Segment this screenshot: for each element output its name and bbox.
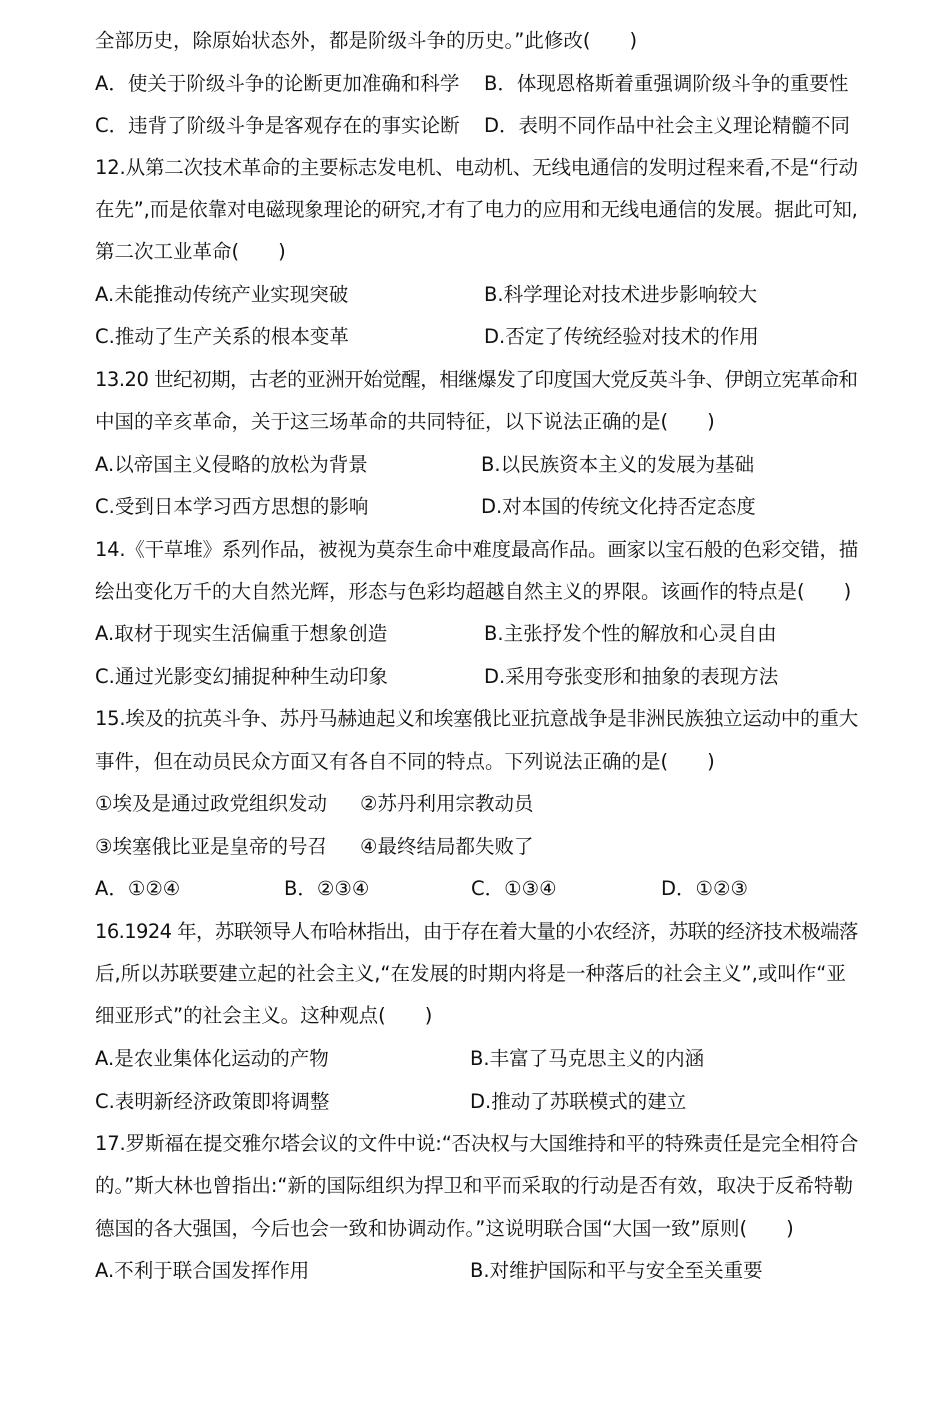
q14-option-d: D.采用夸张变形和抽象的表现方法 (484, 665, 779, 688)
q15-option-b: B．②③④ (284, 877, 370, 900)
q13-option-c: C.受到日本学习西方思想的影响 (95, 495, 369, 518)
q13-option-a: A.以帝国主义侵略的放松为背景 (95, 453, 368, 476)
q14-option-c: C.通过光影变幻捕捉种种生动印象 (95, 665, 388, 688)
q16-stem-line-3: 细亚形式”的社会主义。这种观点( ) (95, 1004, 433, 1027)
q17-option-a: A.不利于联合国发挥作用 (95, 1259, 310, 1282)
q15-option-d: D．①②③ (661, 877, 748, 900)
q11-option-d: D．表明不同作品中社会主义理论精髓不同 (484, 114, 851, 137)
q17-stem-line-2: 的。”斯大林也曾指出:“新的国际组织为捍卫和平而采取的行动是否有效，取决于反希特勒 (95, 1174, 854, 1197)
q17-stem-line-1: 17.罗斯福在提交雅尔塔会议的文件中说:“否决权与大国维持和平的特殊责任是完全相符合 (95, 1132, 859, 1155)
q14-option-a: A.取材于现实生活偏重于想象创造 (95, 622, 388, 645)
q16-option-d: D.推动了苏联模式的建立 (470, 1090, 687, 1113)
q16-stem-line-2: 后,所以苏联要建立起的社会主义,“在发展的时期内将是一种落后的社会主义”,或叫作“亚 (95, 962, 846, 985)
q15-statement-4: ④最终结局都失败了 (360, 835, 534, 858)
q11-option-b: B．体现恩格斯着重强调阶级斗争的重要性 (484, 72, 849, 95)
q12-stem-line-3: 第二次工业革命( ) (95, 240, 286, 263)
q13-option-d: D.对本国的传统文化持否定态度 (481, 495, 756, 518)
q17-stem-line-3: 德国的各大强国，今后也会一致和协调动作。”这说明联合国“大国一致”原则( ) (95, 1217, 794, 1240)
q14-stem-line-1: 14.《干草堆》系列作品，被视为莫奈生命中难度最高作品。画家以宝石般的色彩交错，描 (95, 538, 859, 561)
q13-stem-line-2: 中国的辛亥革命，关于这三场革命的共同特征，以下说法正确的是( ) (95, 410, 715, 433)
q12-option-b: B.科学理论对技术进步影响较大 (484, 283, 758, 306)
q12-option-d: D.否定了传统经验对技术的作用 (484, 325, 759, 348)
q17-option-b: B.对维护国际和平与安全至关重要 (470, 1259, 763, 1282)
q12-stem-line-2: 在先”,而是依靠对电磁现象理论的研究,才有了电力的应用和无线电通信的发展。据此可知, (95, 198, 858, 221)
q16-option-b: B.丰富了马克思主义的内涵 (470, 1047, 705, 1070)
q15-stem-line-1: 15.埃及的抗英斗争、苏丹马赫迪起义和埃塞俄比亚抗意战争是非洲民族独立运动中的重大 (95, 707, 859, 730)
q14-option-b: B.主张抒发个性的解放和心灵自由 (484, 622, 777, 645)
q11-option-c: C．违背了阶级斗争是客观存在的事实论断 (95, 114, 460, 137)
q11-option-a: A．使关于阶级斗争的论断更加准确和科学 (95, 72, 460, 95)
q15-statement-3: ③埃塞俄比亚是皇帝的号召 (95, 835, 327, 858)
q15-option-a: A．①②④ (95, 877, 181, 900)
q16-option-a: A.是农业集体化运动的产物 (95, 1047, 329, 1070)
q15-option-c: C．①③④ (471, 877, 557, 900)
q15-statement-1: ①埃及是通过政党组织发动 (95, 792, 327, 815)
q13-option-b: B.以民族资本主义的发展为基础 (481, 453, 755, 476)
q12-option-a: A.未能推动传统产业实现突破 (95, 283, 349, 306)
q16-stem-line-1: 16.1924 年，苏联领导人布哈林指出，由于存在着大量的小农经济，苏联的经济技术极端落 (95, 920, 858, 943)
q12-option-c: C.推动了生产关系的根本变革 (95, 325, 349, 348)
q15-stem-line-2: 事件，但在动员民众方面又有各自不同的特点。下列说法正确的是( ) (95, 750, 715, 773)
q12-stem-line-1: 12.从第二次技术革命的主要标志发电机、电动机、无线电通信的发明过程来看,不是“行动 (95, 156, 858, 179)
q11-stem-tail: 全部历史，除原始状态外，都是阶级斗争的历史。”此修改( ) (95, 29, 638, 52)
q15-statement-2: ②苏丹利用宗教动员 (360, 792, 534, 815)
q14-stem-line-2: 绘出变化万千的大自然光辉，形态与色彩均超越自然主义的界限。该画作的特点是( ) (95, 580, 852, 603)
q16-option-c: C.表明新经济政策即将调整 (95, 1090, 330, 1113)
q13-stem-line-1: 13.20 世纪初期，古老的亚洲开始觉醒，相继爆发了印度国大党反英斗争、伊朗立宪革命和 (95, 368, 858, 391)
